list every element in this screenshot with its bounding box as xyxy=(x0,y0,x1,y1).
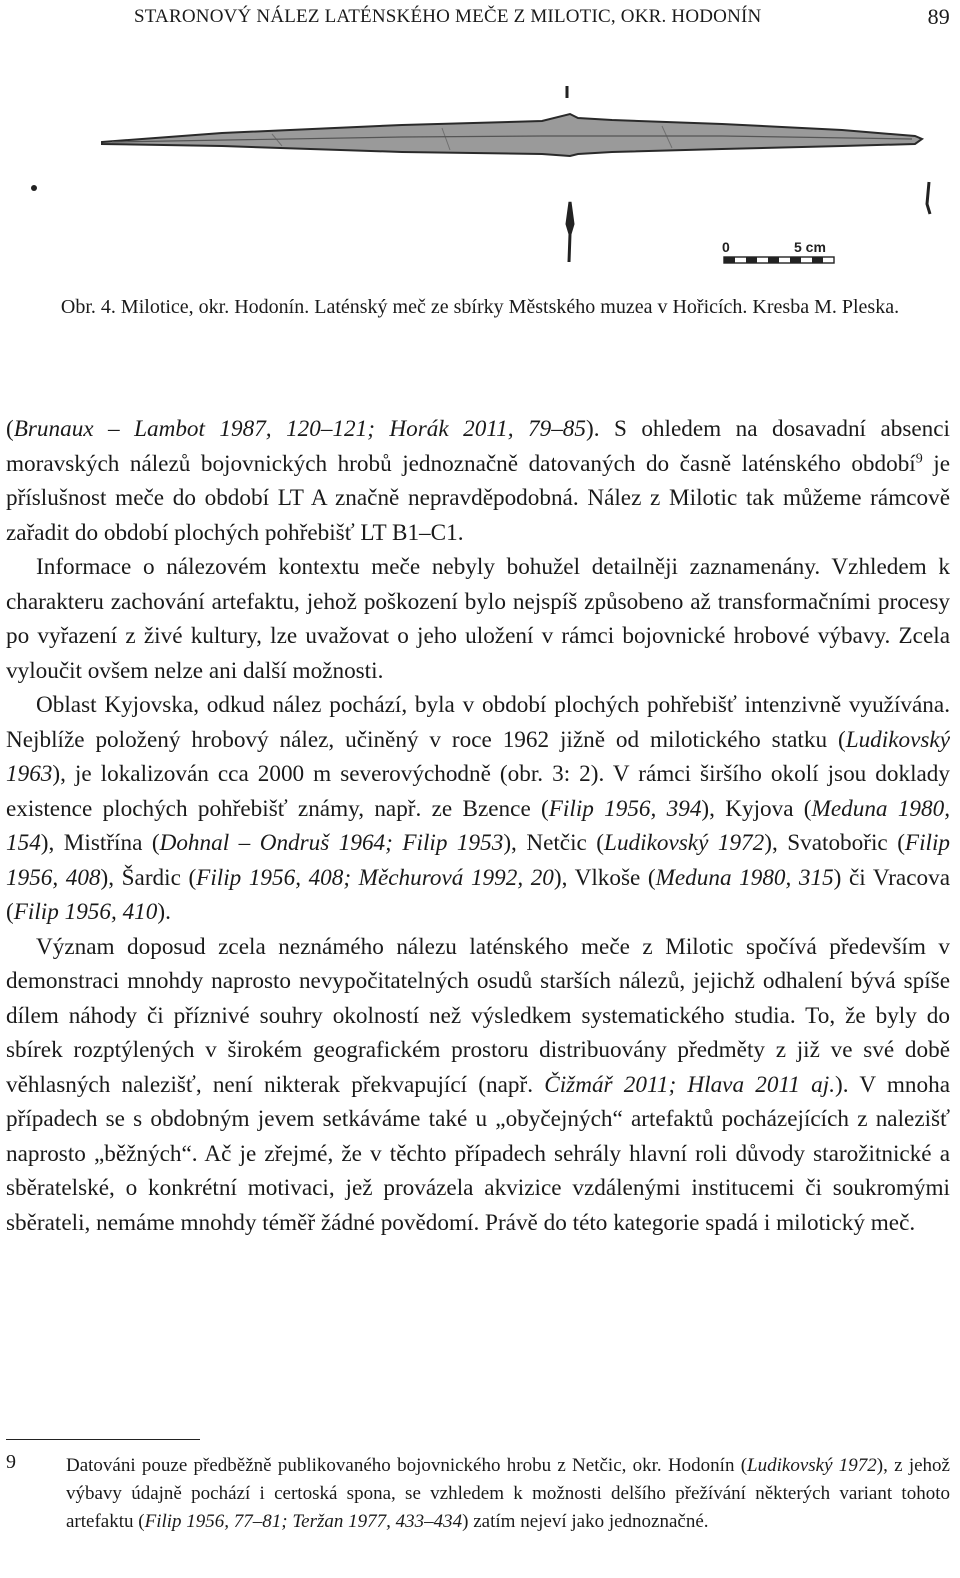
cross-section xyxy=(567,202,573,262)
citation: Meduna 1980, 315 xyxy=(655,864,834,891)
citation: Brunaux – Lambot 1987, 120–121; Horák 2011, 79–85 xyxy=(13,416,586,442)
sword-blade-upper xyxy=(102,114,922,156)
citation: Čižmář 2011; Hlava 2011 aj. xyxy=(544,1071,835,1098)
footnote-separator xyxy=(6,1439,200,1440)
citation: Dohnal – Ondruš 1964; Filip 1953 xyxy=(159,830,504,856)
running-header xyxy=(134,4,954,32)
paragraph: Informace o nálezovém kontextu meče nebyly bohužel detailněji zaznamenány. Vzhledem k charakteru zachování artefaktu, jehož poškození bylo nejspíš způsobeno až transformačními procesy po vyřazení z živé kultury, lze uvažovat o jeho uložení v rámci bojovnické hrobové výbavy. Zcela vyloučit ovšem nelze ani další možnosti. xyxy=(6,554,950,684)
figure-caption: Obr. 4. Milotice, okr. Hodonín. Laténský meč ze sbírky Městského muzea v Hořicích. Kresba M. Pleska. xyxy=(60,296,900,318)
tip-profile-mark xyxy=(31,185,37,191)
tang-profile-mark xyxy=(927,182,930,214)
footnote-reference: 9 xyxy=(915,450,923,466)
sword-drawing-figure xyxy=(22,84,942,284)
scale-label-max: 5 cm xyxy=(794,239,826,255)
running-title: STARONOVÝ NÁLEZ LATÉNSKÉHO MEČE Z MILOTIC, OKR. HODONÍN xyxy=(134,6,762,27)
footnote xyxy=(6,1452,950,1536)
citation: Filip 1956, 408; Měchurová 1992, 20 xyxy=(196,864,554,891)
paragraph: Oblast Kyjovska, odkud nález pochází, byla v období plochých pohřebišť intenzivně využívána. Nejblíže položený hrobový nález, učiněný v roce 1962 jižně od milotického statku (Ludikovský 1963), je lokalizován cca 2000 m severovýchodně (obr. 3: 2). V rámci širšího okolí jsou doklady existence plochých pohřebišť známy, např. ze Bzence (Filip 1956, 394), Kyjova (Meduna 1980, 154), Mistřína (Dohnal – Ondruš 1964; Filip 1953), Netčic (Ludikovský 1972), Svatobořic (Filip 1956, 408), Šardic (Filip 1956, 408; Měchurová 1992, 20), Vlkoše (Meduna 1980, 315) či Vracova (Filip 1956, 410). xyxy=(6,692,951,925)
citation: Filip 1956, 77–81; Teržan 1977, 433–434 xyxy=(144,1511,463,1532)
citation: Ludikovský 1972 xyxy=(747,1455,877,1476)
footnote-text: Datováni pouze předběžně publikovaného bojovnického hrobu z Netčic, okr. Hodonín (Ludikovský 1972), z jehož výbavy údajně pochází i certoská spona, se vzhledem k možnosti delšího přežívání některých variant tohoto artefaktu (Filip 1956, 77–81; Teržan 1977, 433–434) zatím nejeví jako jednoznačné. xyxy=(66,1455,950,1532)
footnote-number: 9 xyxy=(6,1451,16,1473)
page-number: 89 xyxy=(927,4,950,29)
main-text xyxy=(6,412,950,1240)
citation: Meduna 1980, 154 xyxy=(6,795,950,856)
paragraph: Význam doposud zcela neznámého nálezu laténského meče z Milotic spočívá především v demonstraci mnohdy naprosto nevypočitatelných osudů starších nálezů, jejichž odhalení bývá spíše dílem náhody či příznivé souhry okolností než výsledkem systematického studia. To, že byly do sbírek rozptýlených v širokém geografickém prostoru distribuovány předměty z již ve své době věhlasných nalezišť, není nikterak překvapující (např. Čižmář 2011; Hlava 2011 aj.). V mnoha případech se s obdobným jevem setkáváme také u „obyčejných“ artefaktů pocházejících z nalezišť naprosto „běžných“. Ač je zřejmé, že v těchto případech sehrály hlavní roli důvody starožitnické a sběratelské, o konkrétní motivaci, jež provázela akvizice vzdálenými institucemi či soukromými sběrateli, nemáme mnohdy téměř žádné povědomí. Právě do této kategorie spadá i milotický meč. xyxy=(6,933,950,1236)
scale-label-zero: 0 xyxy=(722,239,730,255)
citation: Filip 1956, 408 xyxy=(6,830,951,891)
citation: Ludikovský 1963 xyxy=(6,726,950,787)
citation: Ludikovský 1972 xyxy=(604,830,765,856)
citation: Filip 1956, 394 xyxy=(548,795,702,822)
scale-bar xyxy=(722,239,834,263)
citation: Filip 1956, 410 xyxy=(13,899,158,925)
paragraph: (Brunaux – Lambot 1987, 120–121; Horák 2011, 79–85). S ohledem na dosavadní absenci moravských nálezů bojovnických hrobů jednoznačně datovaných do časně laténského období$^9$ je příslušnost meče do období LT A značně nepravděpodobná. Nález z Milotic tak můžeme rámcově zařadit do období plochých pohřebišť LT B1–C1. xyxy=(6,416,950,546)
